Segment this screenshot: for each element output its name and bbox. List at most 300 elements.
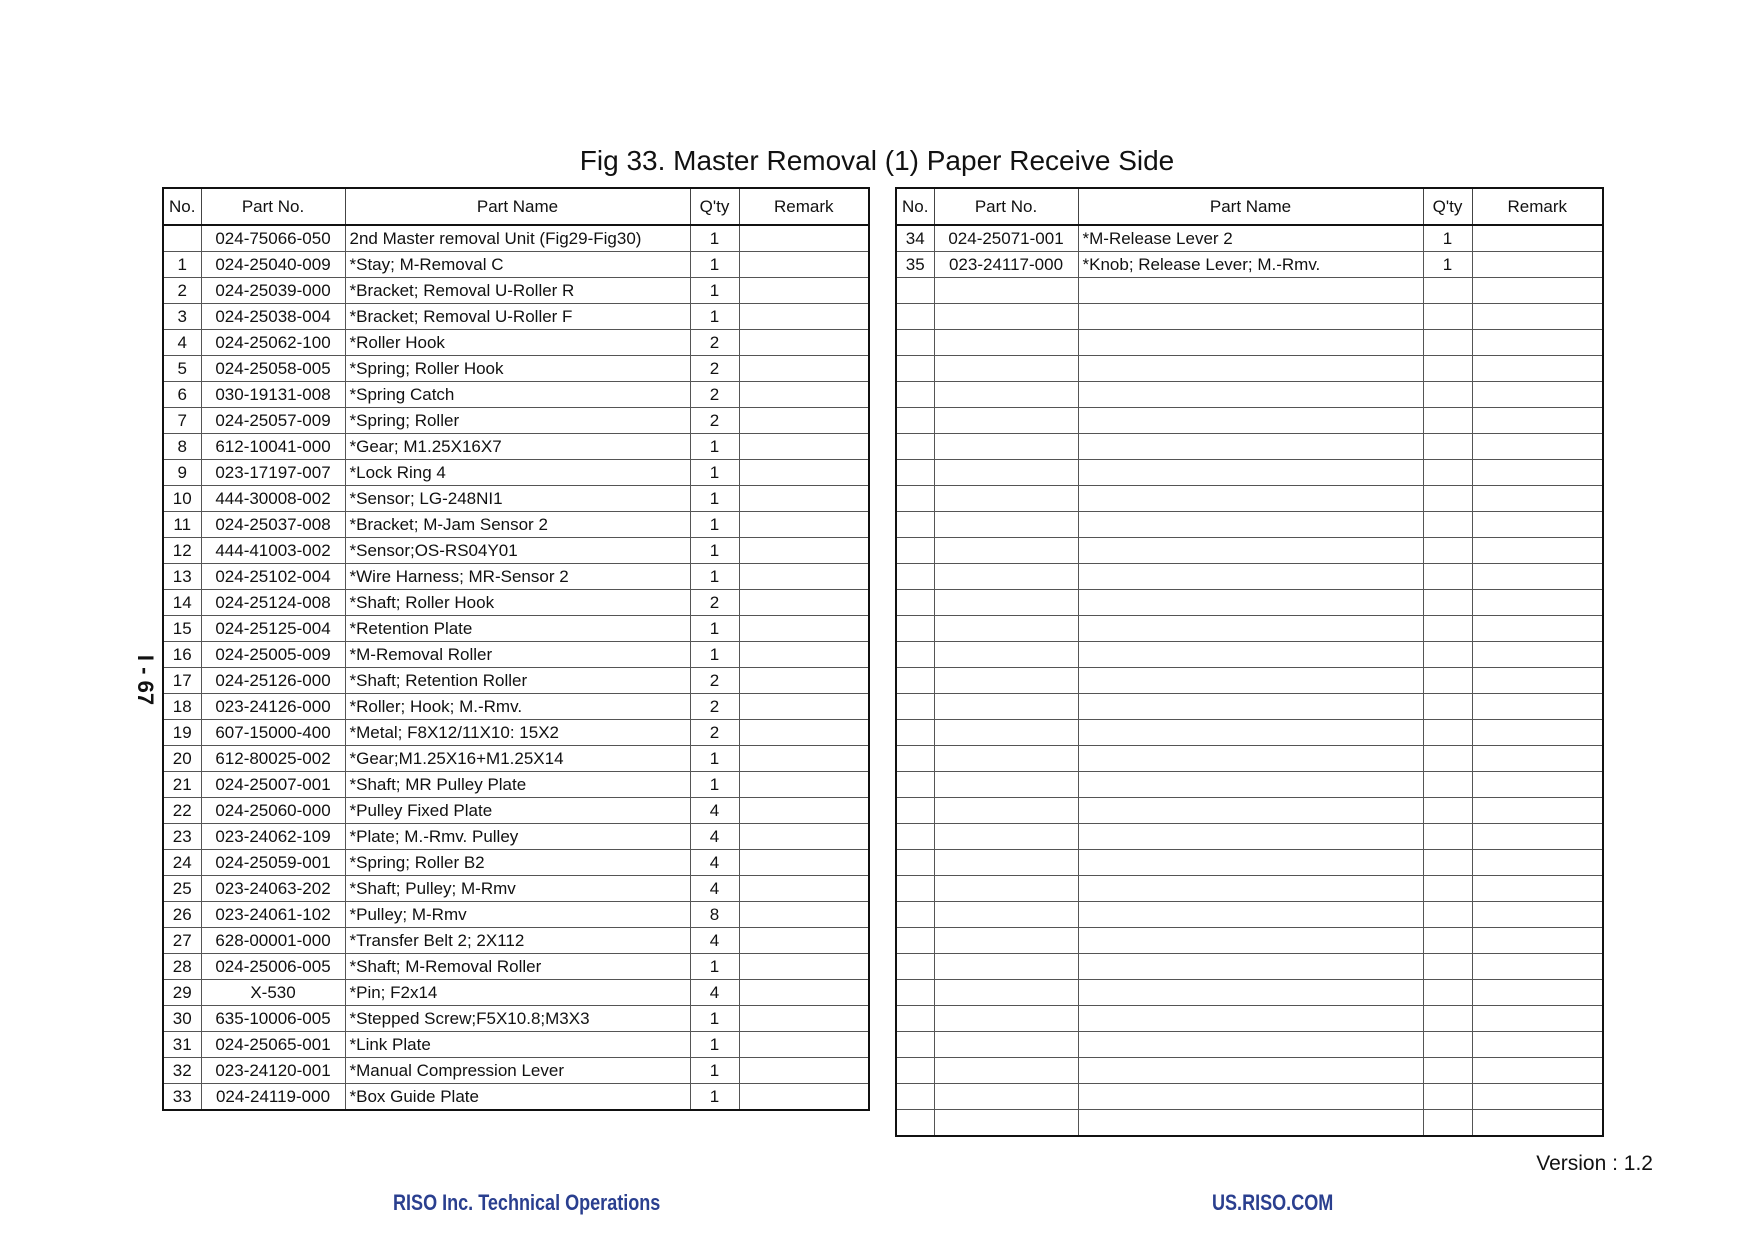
cell-qty [1423,902,1472,928]
table-row [163,694,869,720]
cell-remark [739,330,869,356]
cell-remark [1472,252,1603,278]
cell-part-no [934,512,1078,538]
cell-part-no [934,824,1078,850]
table-row [896,850,1603,876]
cell-part-name: *M-Release Lever 2 [1078,225,1423,252]
cell-remark [739,512,869,538]
cell-no: 12 [163,538,201,564]
cell-part-name: *Transfer Belt 2; 2X112 [345,928,690,954]
cell-part-no: 024-24119-000 [201,1084,345,1111]
cell-remark [1472,1110,1603,1137]
cell-qty [1423,1084,1472,1110]
cell-remark [739,642,869,668]
cell-part-no [934,876,1078,902]
table-row [896,356,1603,382]
cell-part-no: 024-25040-009 [201,252,345,278]
cell-part-no: X-530 [201,980,345,1006]
cell-remark [1472,1032,1603,1058]
cell-remark [1472,980,1603,1006]
cell-qty: 2 [690,330,739,356]
cell-remark [739,772,869,798]
table-row [896,1032,1603,1058]
cell-no [896,850,934,876]
cell-part-name [1078,1058,1423,1084]
cell-remark [739,252,869,278]
cell-part-no: 023-24126-000 [201,694,345,720]
cell-remark [739,902,869,928]
cell-remark [1472,460,1603,486]
cell-no [896,980,934,1006]
cell-part-name: *Shaft; M-Removal Roller [345,954,690,980]
cell-part-name [1078,720,1423,746]
cell-part-name [1078,304,1423,330]
cell-qty [1423,954,1472,980]
cell-qty [1423,304,1472,330]
cell-no: 7 [163,408,201,434]
cell-no [896,512,934,538]
cell-part-name [1078,980,1423,1006]
cell-remark [1472,668,1603,694]
cell-part-no [934,460,1078,486]
cell-remark [739,824,869,850]
table-row [896,278,1603,304]
table-row [896,902,1603,928]
cell-remark [1472,356,1603,382]
cell-part-name: *Roller; Hook; M.-Rmv. [345,694,690,720]
cell-part-name [1078,382,1423,408]
cell-part-no: 024-25102-004 [201,564,345,590]
cell-part-no: 024-25007-001 [201,772,345,798]
table-row [896,382,1603,408]
cell-part-no: 024-25038-004 [201,304,345,330]
cell-part-no: 023-24061-102 [201,902,345,928]
cell-remark [739,408,869,434]
cell-part-no: 024-25037-008 [201,512,345,538]
cell-part-name: *Knob; Release Lever; M.-Rmv. [1078,252,1423,278]
cell-qty [1423,538,1472,564]
cell-no [896,1006,934,1032]
table-row [163,1058,869,1084]
cell-qty: 1 [690,225,739,252]
table-row [163,642,869,668]
parts-table-right [895,187,1604,1137]
cell-no [896,382,934,408]
table-row [896,616,1603,642]
table-row [163,330,869,356]
cell-part-name [1078,824,1423,850]
parts-table-left [162,187,870,1111]
cell-remark [1472,824,1603,850]
cell-part-name [1078,356,1423,382]
cell-part-no: 023-24120-001 [201,1058,345,1084]
cell-part-name: *Link Plate [345,1032,690,1058]
table-row [163,382,869,408]
cell-part-no: 023-24062-109 [201,824,345,850]
cell-no [896,330,934,356]
table-row [163,668,869,694]
cell-no: 2 [163,278,201,304]
cell-part-no: 612-10041-000 [201,434,345,460]
cell-part-name: *Bracket; M-Jam Sensor 2 [345,512,690,538]
cell-remark [1472,720,1603,746]
cell-no [896,668,934,694]
table-row [896,642,1603,668]
cell-part-no: 024-25006-005 [201,954,345,980]
cell-no: 10 [163,486,201,512]
cell-no: 22 [163,798,201,824]
cell-part-name [1078,434,1423,460]
cell-part-name [1078,772,1423,798]
table-row [163,928,869,954]
cell-part-name: *Pulley; M-Rmv [345,902,690,928]
table-row [896,512,1603,538]
table-row [163,225,869,252]
cell-qty: 1 [690,1084,739,1111]
cell-part-no [934,642,1078,668]
cell-no [896,538,934,564]
table-row [896,668,1603,694]
cell-no: 27 [163,928,201,954]
table-row [896,252,1603,278]
cell-qty [1423,1058,1472,1084]
cell-remark [1472,798,1603,824]
table-row [896,720,1603,746]
cell-remark [739,538,869,564]
cell-part-name: *Spring; Roller B2 [345,850,690,876]
table-header-row [163,188,869,225]
cell-qty: 1 [690,278,739,304]
cell-part-no [934,668,1078,694]
table-row [163,408,869,434]
cell-part-no: 635-10006-005 [201,1006,345,1032]
table-row [896,564,1603,590]
cell-part-name: *Shaft; Pulley; M-Rmv [345,876,690,902]
cell-no [896,876,934,902]
table-row [896,304,1603,330]
cell-part-name: *Plate; M.-Rmv. Pulley [345,824,690,850]
cell-no [896,824,934,850]
cell-remark [739,225,869,252]
cell-no [896,772,934,798]
cell-no: 31 [163,1032,201,1058]
cell-part-name [1078,278,1423,304]
cell-part-no: 024-25125-004 [201,616,345,642]
cell-remark [739,1084,869,1111]
cell-qty [1423,642,1472,668]
cell-no: 20 [163,746,201,772]
table-row [163,1032,869,1058]
cell-no [896,356,934,382]
table-row [163,902,869,928]
cell-no: 33 [163,1084,201,1111]
cell-part-no [934,408,1078,434]
cell-remark [1472,876,1603,902]
cell-qty [1423,772,1472,798]
cell-qty [1423,720,1472,746]
cell-part-no [934,356,1078,382]
cell-qty: 1 [690,1058,739,1084]
cell-qty: 2 [690,382,739,408]
cell-qty: 1 [690,486,739,512]
cell-part-name [1078,642,1423,668]
cell-no: 15 [163,616,201,642]
cell-qty [1423,824,1472,850]
cell-remark [739,460,869,486]
cell-no: 32 [163,1058,201,1084]
cell-part-no [934,1110,1078,1137]
table-row [163,512,869,538]
table-row [163,486,869,512]
table-row [163,824,869,850]
cell-remark [1472,616,1603,642]
cell-part-no [934,278,1078,304]
cell-part-no [934,1084,1078,1110]
cell-part-no: 023-17197-007 [201,460,345,486]
cell-part-name: *Sensor;OS-RS04Y01 [345,538,690,564]
cell-remark [1472,746,1603,772]
cell-part-name: *Gear; M1.25X16X7 [345,434,690,460]
table-row [896,1110,1603,1137]
table-row [896,330,1603,356]
cell-qty [1423,590,1472,616]
cell-remark [739,590,869,616]
cell-no: 5 [163,356,201,382]
cell-qty: 4 [690,928,739,954]
cell-remark [1472,850,1603,876]
cell-no: 17 [163,668,201,694]
cell-part-name [1078,1032,1423,1058]
cell-remark [1472,1058,1603,1084]
cell-part-no: 024-75066-050 [201,225,345,252]
table-row [896,538,1603,564]
cell-remark [739,720,869,746]
cell-qty [1423,330,1472,356]
cell-qty: 4 [690,850,739,876]
cell-qty: 8 [690,902,739,928]
cell-part-no [934,746,1078,772]
cell-part-name: *Lock Ring 4 [345,460,690,486]
cell-part-no [934,954,1078,980]
table-row [163,304,869,330]
cell-remark [1472,590,1603,616]
table-row [163,356,869,382]
cell-remark [739,486,869,512]
cell-remark [739,356,869,382]
cell-qty [1423,876,1472,902]
cell-no [896,928,934,954]
cell-part-no [934,564,1078,590]
cell-qty [1423,1032,1472,1058]
cell-no [896,616,934,642]
cell-part-name [1078,330,1423,356]
cell-part-no [934,850,1078,876]
cell-remark [1472,1006,1603,1032]
cell-part-no: 024-25065-001 [201,1032,345,1058]
cell-remark [1472,928,1603,954]
cell-qty [1423,486,1472,512]
cell-part-name [1078,694,1423,720]
cell-no: 18 [163,694,201,720]
cell-qty [1423,928,1472,954]
cell-qty: 1 [690,746,739,772]
cell-no [896,1032,934,1058]
cell-qty [1423,434,1472,460]
cell-qty: 2 [690,668,739,694]
cell-part-name [1078,1110,1423,1137]
cell-no [896,954,934,980]
cell-no [896,902,934,928]
cell-remark [1472,382,1603,408]
table-row [163,538,869,564]
cell-remark [1472,278,1603,304]
table-row [896,772,1603,798]
table-row [163,434,869,460]
cell-part-name: *Spring Catch [345,382,690,408]
table-row [163,616,869,642]
table-row [163,590,869,616]
table-row [896,694,1603,720]
cell-part-no: 024-25058-005 [201,356,345,382]
cell-qty: 4 [690,876,739,902]
cell-qty [1423,356,1472,382]
cell-qty: 1 [690,564,739,590]
cell-qty: 2 [690,356,739,382]
table-row [896,1084,1603,1110]
cell-part-name [1078,746,1423,772]
cell-part-no [934,434,1078,460]
cell-remark [1472,330,1603,356]
cell-no: 4 [163,330,201,356]
cell-part-name: *Roller Hook [345,330,690,356]
cell-remark [739,980,869,1006]
cell-remark [1472,486,1603,512]
table-row [163,564,869,590]
table-row [896,1058,1603,1084]
cell-part-name [1078,1084,1423,1110]
cell-no [896,1084,934,1110]
cell-part-name: *Bracket; Removal U-Roller R [345,278,690,304]
table-row [163,746,869,772]
cell-part-name: *Box Guide Plate [345,1084,690,1111]
cell-qty: 1 [690,1032,739,1058]
cell-qty: 1 [1423,225,1472,252]
cell-part-no [934,980,1078,1006]
cell-part-name [1078,1006,1423,1032]
cell-part-no [934,330,1078,356]
cell-no [896,434,934,460]
table-row [163,252,869,278]
header-qty: Q'ty [690,188,739,225]
cell-part-name: *Bracket; Removal U-Roller F [345,304,690,330]
cell-remark [1472,304,1603,330]
cell-part-no [934,616,1078,642]
cell-qty [1423,616,1472,642]
cell-no [896,1110,934,1137]
cell-part-no: 024-25059-001 [201,850,345,876]
cell-remark [1472,1084,1603,1110]
cell-part-no [934,772,1078,798]
cell-part-no [934,902,1078,928]
cell-no [896,642,934,668]
cell-part-name [1078,512,1423,538]
table-row [896,746,1603,772]
cell-part-name [1078,850,1423,876]
cell-part-name [1078,564,1423,590]
cell-qty [1423,798,1472,824]
cell-qty: 1 [690,460,739,486]
cell-no [896,460,934,486]
cell-remark [739,850,869,876]
cell-no [896,408,934,434]
cell-part-no [934,382,1078,408]
table-row [163,980,869,1006]
cell-no [896,798,934,824]
cell-part-no [934,538,1078,564]
cell-remark [1472,512,1603,538]
cell-remark [1472,694,1603,720]
cell-no: 14 [163,590,201,616]
cell-no [896,694,934,720]
table-row [163,798,869,824]
cell-part-name [1078,668,1423,694]
cell-part-name [1078,928,1423,954]
cell-part-name: *Spring; Roller Hook [345,356,690,382]
cell-qty [1423,278,1472,304]
header-remark: Remark [739,188,869,225]
table-row [896,1006,1603,1032]
cell-qty: 4 [690,798,739,824]
table-row [163,850,869,876]
cell-no [896,590,934,616]
cell-no: 25 [163,876,201,902]
cell-qty: 1 [690,1006,739,1032]
cell-part-name: *Pulley Fixed Plate [345,798,690,824]
cell-no: 8 [163,434,201,460]
cell-remark [739,434,869,460]
cell-qty [1423,408,1472,434]
version-label: Version : 1.2 [1536,1152,1653,1175]
cell-no: 24 [163,850,201,876]
table-row [896,876,1603,902]
cell-remark [739,746,869,772]
cell-part-name [1078,486,1423,512]
cell-no: 19 [163,720,201,746]
cell-qty: 2 [690,694,739,720]
cell-part-name [1078,876,1423,902]
cell-qty [1423,460,1472,486]
cell-remark [739,564,869,590]
cell-part-no [934,1032,1078,1058]
cell-qty: 4 [690,980,739,1006]
cell-part-name: *Shaft; MR Pulley Plate [345,772,690,798]
table-row [896,408,1603,434]
cell-part-no: 024-25005-009 [201,642,345,668]
cell-remark [739,668,869,694]
table-row [896,434,1603,460]
page-number: I - 67 [133,654,158,706]
table-row [896,590,1603,616]
cell-remark [739,876,869,902]
cell-no: 3 [163,304,201,330]
cell-part-name [1078,460,1423,486]
cell-qty [1423,564,1472,590]
cell-no: 9 [163,460,201,486]
cell-qty: 1 [1423,252,1472,278]
cell-part-name: *Stepped Screw;F5X10.8;M3X3 [345,1006,690,1032]
cell-qty: 1 [690,616,739,642]
table-row [163,278,869,304]
